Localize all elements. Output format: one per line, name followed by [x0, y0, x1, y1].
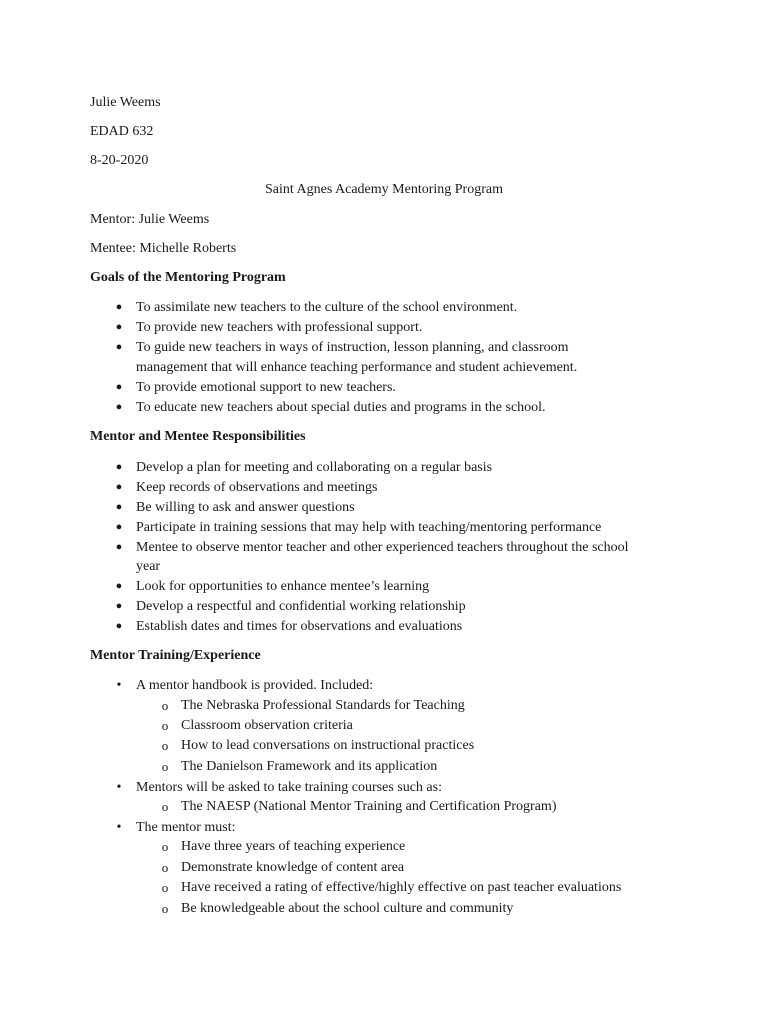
bullet-icon: ●	[115, 301, 123, 313]
list-item: ● Develop a respectful and confidential working relationship	[136, 597, 466, 617]
sub-bullet-icon: o	[161, 901, 169, 916]
bullet-icon: ●	[115, 321, 123, 333]
bullet-icon: ●	[115, 580, 123, 592]
bullet-icon: ●	[115, 541, 123, 553]
bullet-icon: •	[116, 820, 122, 835]
bullet-icon: ●	[115, 341, 123, 353]
sub-list-item: o Have received a rating of effective/highly effective on past teacher evaluations	[181, 878, 621, 898]
course-code: EDAD 632	[90, 124, 154, 139]
mentor-line: Mentor: Julie Weems	[90, 212, 210, 227]
mentee-line: Mentee: Michelle Roberts	[90, 241, 237, 256]
bullet-icon: ●	[115, 521, 123, 533]
responsibilities-heading: Mentor and Mentee Responsibilities	[90, 429, 306, 444]
list-item-continued: year	[136, 559, 161, 574]
sub-bullet-icon: o	[161, 839, 169, 854]
list-item-continued: management that will enhance teaching performance and student achievement.	[136, 360, 578, 375]
sub-list-item: o Have three years of teaching experience	[181, 837, 405, 857]
sub-list-item: o The Nebraska Professional Standards for Teaching	[181, 696, 465, 716]
sub-list-item: o Demonstrate knowledge of content area	[181, 858, 404, 878]
document-date: 8-20-2020	[90, 153, 149, 168]
bullet-icon: ●	[115, 401, 123, 413]
list-item: ● Mentee to observe mentor teacher and other experienced teachers throughout the school	[136, 538, 629, 558]
sub-bullet-icon: o	[161, 738, 169, 753]
list-item: • Mentors will be asked to take training courses such as:	[136, 778, 442, 798]
sub-bullet-icon: o	[161, 698, 169, 713]
sub-bullet-icon: o	[161, 759, 169, 774]
sub-list-item: o Classroom observation criteria	[181, 716, 353, 736]
sub-bullet-icon: o	[161, 799, 169, 814]
bullet-icon: ●	[115, 461, 123, 473]
list-item: ● Develop a plan for meeting and collaborating on a regular basis	[136, 458, 492, 478]
training-heading: Mentor Training/Experience	[90, 648, 261, 663]
sub-bullet-icon: o	[161, 860, 169, 875]
bullet-icon: •	[116, 678, 122, 693]
goals-heading: Goals of the Mentoring Program	[90, 270, 286, 285]
bullet-icon: ●	[115, 620, 123, 632]
bullet-icon: ●	[115, 600, 123, 612]
document-title: Saint Agnes Academy Mentoring Program	[265, 182, 503, 197]
list-item: ● To educate new teachers about special duties and programs in the school.	[136, 398, 546, 418]
list-item: ● To provide emotional support to new teachers.	[136, 378, 396, 398]
sub-list-item: o How to lead conversations on instructional practices	[181, 736, 474, 756]
list-item: ● To provide new teachers with professional support.	[136, 318, 422, 338]
sub-bullet-icon: o	[161, 880, 169, 895]
bullet-icon: ●	[115, 381, 123, 393]
list-item: ● To guide new teachers in ways of instruction, lesson planning, and classroom	[136, 338, 569, 358]
list-item: ● Keep records of observations and meetings	[136, 478, 377, 498]
list-item: ● Establish dates and times for observations and evaluations	[136, 617, 462, 637]
list-item: ● Look for opportunities to enhance mentee’s learning	[136, 577, 429, 597]
list-item: ● Be willing to ask and answer questions	[136, 498, 355, 518]
author-name: Julie Weems	[90, 95, 161, 110]
sub-list-item: o The NAESP (National Mentor Training and Certification Program)	[181, 797, 556, 817]
bullet-icon: •	[116, 780, 122, 795]
bullet-icon: ●	[115, 501, 123, 513]
list-item: ● To assimilate new teachers to the culture of the school environment.	[136, 298, 517, 318]
sub-bullet-icon: o	[161, 718, 169, 733]
sub-list-item: o The Danielson Framework and its application	[181, 757, 437, 777]
bullet-icon: ●	[115, 481, 123, 493]
list-item: • The mentor must:	[136, 818, 236, 838]
list-item: • A mentor handbook is provided. Included:	[136, 676, 373, 696]
list-item: ● Participate in training sessions that may help with teaching/mentoring performance	[136, 518, 601, 538]
sub-list-item: o Be knowledgeable about the school culture and community	[181, 899, 513, 919]
